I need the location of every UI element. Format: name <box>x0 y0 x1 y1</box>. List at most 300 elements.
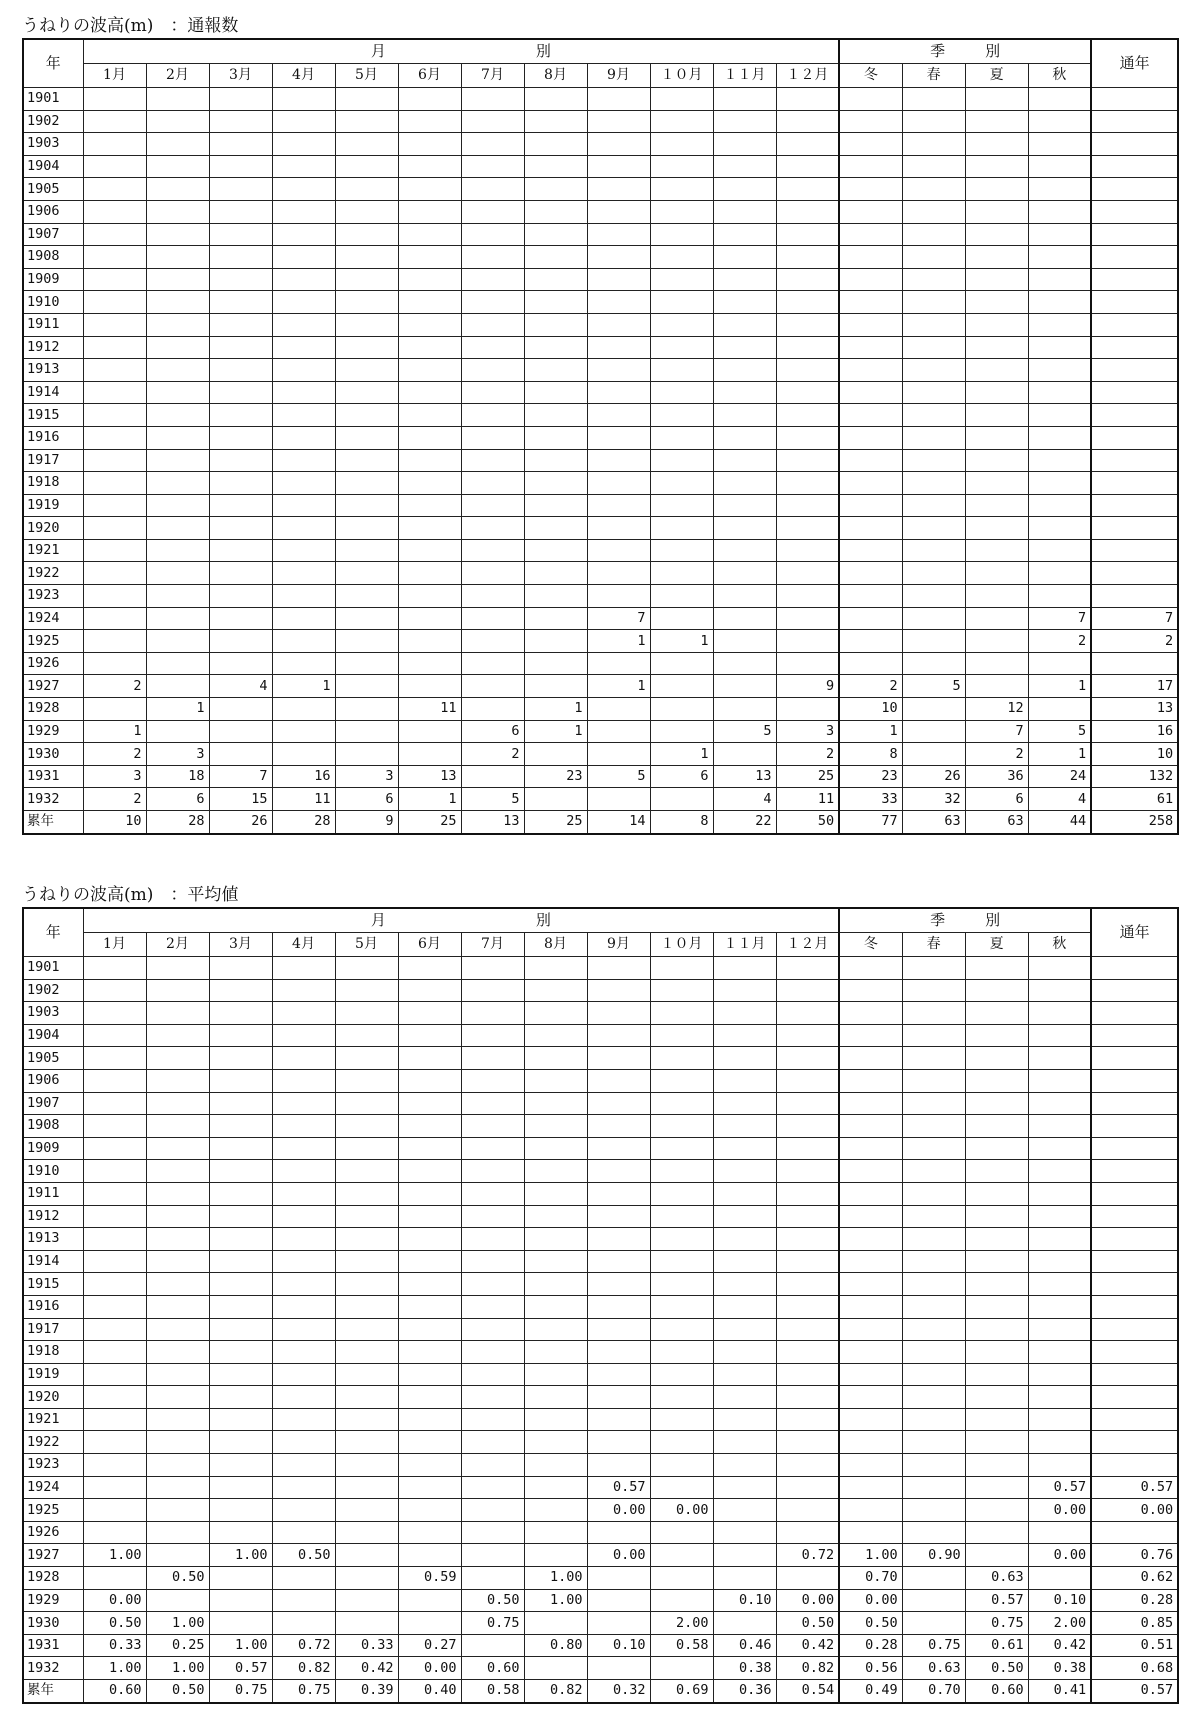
value-cell: 0.82 <box>776 1657 839 1680</box>
month-header: 3月 <box>209 64 272 88</box>
value-cell <box>650 698 713 721</box>
value-cell <box>335 1612 398 1635</box>
value-cell <box>335 1002 398 1025</box>
value-cell <box>146 404 209 427</box>
value-cell <box>587 1115 650 1138</box>
value-cell <box>650 268 713 291</box>
value-cell <box>650 1454 713 1477</box>
value-cell: 0.00 <box>1028 1499 1091 1522</box>
value-cell <box>146 1341 209 1364</box>
value-cell <box>209 517 272 540</box>
value-cell: 2 <box>83 675 146 698</box>
value-cell <box>1091 1521 1178 1544</box>
table-row <box>23 562 1178 585</box>
value-cell <box>902 979 965 1002</box>
value-cell <box>524 1273 587 1296</box>
value-cell <box>713 1499 776 1522</box>
year-cell: 1909 <box>23 268 83 291</box>
value-cell <box>902 359 965 382</box>
year-cell: 1927 <box>23 1544 83 1567</box>
value-cell: 1.00 <box>83 1657 146 1680</box>
value-cell <box>83 1476 146 1499</box>
value-cell <box>587 1250 650 1273</box>
value-cell <box>272 313 335 336</box>
value-cell <box>650 1318 713 1341</box>
value-cell: 1 <box>1028 675 1091 698</box>
value-cell <box>272 1295 335 1318</box>
month-header: １２月 <box>776 64 839 88</box>
value-cell <box>146 517 209 540</box>
value-cell <box>587 404 650 427</box>
value-cell <box>776 1431 839 1454</box>
value-cell <box>83 494 146 517</box>
value-cell <box>461 1160 524 1183</box>
value-cell <box>839 1408 902 1431</box>
value-cell <box>902 1454 965 1477</box>
year-cell: 1915 <box>23 1273 83 1296</box>
value-cell <box>461 517 524 540</box>
value-cell <box>965 1205 1028 1228</box>
value-cell: 0.32 <box>587 1680 650 1703</box>
value-cell <box>839 539 902 562</box>
value-cell <box>461 1386 524 1409</box>
value-cell <box>146 539 209 562</box>
value-cell <box>776 1115 839 1138</box>
value-cell <box>83 110 146 133</box>
value-cell <box>902 1567 965 1590</box>
value-cell: 10 <box>83 811 146 834</box>
value-cell <box>272 1228 335 1251</box>
value-cell <box>965 88 1028 111</box>
value-cell <box>965 426 1028 449</box>
value-cell <box>335 1069 398 1092</box>
value-cell <box>83 1182 146 1205</box>
value-cell <box>776 1092 839 1115</box>
value-cell <box>1091 494 1178 517</box>
value-cell <box>335 1544 398 1567</box>
value-cell <box>1028 494 1091 517</box>
value-cell <box>587 1205 650 1228</box>
value-cell <box>1028 1137 1091 1160</box>
table-row <box>23 223 1178 246</box>
value-cell: 0.00 <box>1091 1499 1178 1522</box>
year-cell: 1916 <box>23 426 83 449</box>
value-cell <box>902 404 965 427</box>
value-cell <box>650 1408 713 1431</box>
value-cell <box>83 472 146 495</box>
value-cell <box>209 1589 272 1612</box>
value-cell <box>146 178 209 201</box>
value-cell <box>1028 585 1091 608</box>
value-cell <box>524 110 587 133</box>
value-cell <box>335 200 398 223</box>
value-cell <box>776 404 839 427</box>
value-cell <box>398 1431 461 1454</box>
value-cell <box>524 155 587 178</box>
table-row <box>23 1002 1178 1025</box>
value-cell <box>713 1341 776 1364</box>
value-cell: 0.75 <box>902 1634 965 1657</box>
value-cell <box>650 607 713 630</box>
value-cell <box>335 517 398 540</box>
value-cell <box>839 1047 902 1070</box>
value-cell <box>1091 200 1178 223</box>
value-cell <box>839 359 902 382</box>
value-cell <box>776 1182 839 1205</box>
value-cell <box>209 155 272 178</box>
value-cell <box>587 539 650 562</box>
value-cell <box>146 1363 209 1386</box>
value-cell <box>1091 426 1178 449</box>
value-cell <box>209 1499 272 1522</box>
season-header: 夏 <box>965 64 1028 88</box>
value-cell <box>83 381 146 404</box>
year-cell: 1927 <box>23 675 83 698</box>
value-cell <box>902 1205 965 1228</box>
value-cell <box>335 381 398 404</box>
table-row <box>23 1024 1178 1047</box>
value-cell <box>83 1431 146 1454</box>
value-cell <box>461 359 524 382</box>
value-cell <box>902 155 965 178</box>
value-cell <box>713 562 776 585</box>
value-cell <box>398 562 461 585</box>
value-cell: 0.60 <box>965 1680 1028 1703</box>
month-header: 9月 <box>587 933 650 957</box>
value-cell: 6 <box>965 788 1028 811</box>
value-cell <box>776 1273 839 1296</box>
value-cell <box>398 1069 461 1092</box>
value-cell <box>587 1612 650 1635</box>
value-cell <box>461 178 524 201</box>
value-cell <box>1091 381 1178 404</box>
value-cell <box>461 494 524 517</box>
value-cell <box>335 1273 398 1296</box>
month-header: 4月 <box>272 933 335 957</box>
value-cell <box>650 1092 713 1115</box>
value-cell <box>146 223 209 246</box>
value-cell <box>209 1069 272 1092</box>
year-cell: 1913 <box>23 359 83 382</box>
value-cell <box>272 1454 335 1477</box>
year-cell: 1921 <box>23 1408 83 1431</box>
value-cell: 4 <box>209 675 272 698</box>
value-cell <box>398 268 461 291</box>
value-cell <box>713 1002 776 1025</box>
value-cell <box>398 1476 461 1499</box>
value-cell <box>272 1205 335 1228</box>
value-cell <box>650 1024 713 1047</box>
value-cell <box>776 1295 839 1318</box>
year-cell: 1901 <box>23 88 83 111</box>
table-row <box>23 1137 1178 1160</box>
value-cell <box>461 957 524 980</box>
table-row <box>23 1228 1178 1251</box>
value-cell <box>83 1273 146 1296</box>
value-cell <box>398 1250 461 1273</box>
value-cell: 2 <box>839 675 902 698</box>
value-cell <box>776 223 839 246</box>
value-cell <box>83 1341 146 1364</box>
value-cell <box>83 155 146 178</box>
value-cell <box>1091 585 1178 608</box>
value-cell: 0.50 <box>776 1612 839 1635</box>
value-cell: 0.80 <box>524 1634 587 1657</box>
value-cell <box>902 246 965 269</box>
value-cell <box>461 1069 524 1092</box>
value-cell <box>902 1386 965 1409</box>
value-cell <box>776 1341 839 1364</box>
value-cell <box>209 1273 272 1296</box>
value-cell <box>587 1431 650 1454</box>
value-cell <box>524 979 587 1002</box>
value-cell <box>83 1499 146 1522</box>
average-value-table <box>22 907 1179 1704</box>
value-cell <box>209 1205 272 1228</box>
value-cell <box>272 1250 335 1273</box>
value-cell <box>461 607 524 630</box>
value-cell <box>461 675 524 698</box>
value-cell <box>587 1318 650 1341</box>
value-cell <box>1028 1115 1091 1138</box>
value-cell <box>461 1363 524 1386</box>
value-cell <box>776 1521 839 1544</box>
value-cell <box>902 1521 965 1544</box>
value-cell <box>776 1454 839 1477</box>
value-cell <box>965 1069 1028 1092</box>
value-cell <box>209 1454 272 1477</box>
value-cell <box>839 1228 902 1251</box>
value-cell <box>461 539 524 562</box>
seasonal-group-header: 季 別 <box>839 39 1091 64</box>
value-cell <box>335 1363 398 1386</box>
value-cell <box>209 1341 272 1364</box>
value-cell <box>398 1341 461 1364</box>
value-cell <box>398 155 461 178</box>
value-cell <box>713 1612 776 1635</box>
value-cell: 0.00 <box>839 1589 902 1612</box>
value-cell <box>209 133 272 156</box>
value-cell: 7 <box>209 765 272 788</box>
value-cell <box>209 426 272 449</box>
value-cell <box>335 1341 398 1364</box>
value-cell: 33 <box>839 788 902 811</box>
value-cell <box>902 1499 965 1522</box>
value-cell: 0.42 <box>335 1657 398 1680</box>
value-cell <box>335 155 398 178</box>
value-cell <box>461 88 524 111</box>
value-cell: 17 <box>1091 675 1178 698</box>
value-cell: 1 <box>272 675 335 698</box>
value-cell <box>209 585 272 608</box>
value-cell <box>272 1589 335 1612</box>
value-cell <box>650 381 713 404</box>
value-cell <box>965 1521 1028 1544</box>
value-cell <box>83 133 146 156</box>
month-header: 5月 <box>335 933 398 957</box>
value-cell <box>650 1589 713 1612</box>
value-cell <box>776 517 839 540</box>
value-cell <box>335 1431 398 1454</box>
value-cell <box>83 1002 146 1025</box>
value-cell <box>146 720 209 743</box>
value-cell <box>335 88 398 111</box>
value-cell <box>839 426 902 449</box>
table-row <box>23 1454 1178 1477</box>
value-cell <box>209 1363 272 1386</box>
year-cell: 1921 <box>23 539 83 562</box>
value-cell <box>1091 1363 1178 1386</box>
value-cell <box>713 1115 776 1138</box>
value-cell: 5 <box>713 720 776 743</box>
value-cell: 25 <box>398 811 461 834</box>
value-cell: 0.60 <box>83 1680 146 1703</box>
value-cell: 7 <box>1028 607 1091 630</box>
value-cell <box>1028 1047 1091 1070</box>
value-cell <box>461 449 524 472</box>
value-cell <box>146 268 209 291</box>
value-cell <box>398 133 461 156</box>
value-cell <box>335 449 398 472</box>
value-cell <box>650 1137 713 1160</box>
value-cell <box>965 1295 1028 1318</box>
value-cell: 6 <box>650 765 713 788</box>
table-row <box>23 494 1178 517</box>
value-cell <box>335 1589 398 1612</box>
value-cell <box>587 698 650 721</box>
value-cell <box>146 110 209 133</box>
value-cell <box>272 1431 335 1454</box>
value-cell <box>1028 291 1091 314</box>
value-cell <box>902 1341 965 1364</box>
value-cell: 1 <box>650 630 713 653</box>
value-cell <box>209 88 272 111</box>
value-cell <box>650 1567 713 1590</box>
value-cell: 5 <box>902 675 965 698</box>
value-cell <box>209 1521 272 1544</box>
value-cell <box>650 517 713 540</box>
value-cell <box>209 223 272 246</box>
value-cell <box>146 246 209 269</box>
value-cell <box>587 1295 650 1318</box>
value-cell <box>209 539 272 562</box>
value-cell: 0.00 <box>587 1544 650 1567</box>
value-cell: 0.85 <box>1091 1612 1178 1635</box>
value-cell <box>587 1182 650 1205</box>
value-cell <box>272 1499 335 1522</box>
value-cell <box>839 517 902 540</box>
value-cell: 23 <box>839 765 902 788</box>
value-cell <box>1091 1228 1178 1251</box>
value-cell <box>902 494 965 517</box>
value-cell <box>902 1589 965 1612</box>
value-cell <box>524 1521 587 1544</box>
value-cell <box>461 110 524 133</box>
value-cell <box>335 1092 398 1115</box>
value-cell <box>1091 1431 1178 1454</box>
value-cell <box>713 313 776 336</box>
value-cell <box>776 110 839 133</box>
value-cell <box>398 291 461 314</box>
monthly-group-header: 月 別 <box>83 908 839 933</box>
value-cell: 258 <box>1091 811 1178 834</box>
value-cell: 0.82 <box>524 1680 587 1703</box>
value-cell <box>1091 404 1178 427</box>
value-cell <box>272 1160 335 1183</box>
month-header: 7月 <box>461 64 524 88</box>
table-row <box>23 291 1178 314</box>
value-cell <box>776 336 839 359</box>
value-cell <box>1028 1002 1091 1025</box>
value-cell <box>209 1182 272 1205</box>
value-cell <box>1028 1567 1091 1590</box>
value-cell <box>524 1137 587 1160</box>
value-cell <box>839 404 902 427</box>
value-cell <box>209 404 272 427</box>
value-cell <box>461 1115 524 1138</box>
year-cell: 1903 <box>23 133 83 156</box>
value-cell <box>146 494 209 517</box>
value-cell <box>1028 449 1091 472</box>
value-cell <box>1028 1024 1091 1047</box>
value-cell <box>398 1160 461 1183</box>
value-cell <box>1028 88 1091 111</box>
value-cell <box>146 1069 209 1092</box>
value-cell <box>335 1115 398 1138</box>
value-cell <box>398 426 461 449</box>
table-row <box>23 1408 1178 1431</box>
year-cell: 1907 <box>23 1092 83 1115</box>
value-cell <box>398 472 461 495</box>
value-cell <box>461 404 524 427</box>
value-cell <box>1028 359 1091 382</box>
value-cell <box>272 1092 335 1115</box>
value-cell <box>335 1137 398 1160</box>
value-cell <box>83 359 146 382</box>
value-cell <box>461 133 524 156</box>
value-cell <box>524 1092 587 1115</box>
value-cell: 0.57 <box>1091 1476 1178 1499</box>
value-cell <box>272 1115 335 1138</box>
value-cell <box>146 562 209 585</box>
value-cell <box>776 155 839 178</box>
value-cell <box>713 200 776 223</box>
value-cell <box>776 1137 839 1160</box>
value-cell <box>1028 1386 1091 1409</box>
value-cell <box>335 743 398 766</box>
value-cell <box>776 1160 839 1183</box>
value-cell <box>272 1318 335 1341</box>
value-cell <box>587 426 650 449</box>
year-cell: 1908 <box>23 246 83 269</box>
value-cell <box>524 1160 587 1183</box>
value-cell: 6 <box>335 788 398 811</box>
value-cell: 24 <box>1028 765 1091 788</box>
value-cell <box>524 1408 587 1431</box>
table-row <box>23 133 1178 156</box>
value-cell <box>83 1521 146 1544</box>
value-cell <box>524 1657 587 1680</box>
value-cell <box>965 1408 1028 1431</box>
value-cell <box>839 1273 902 1296</box>
report-count-title: うねりの波高(m) ：通報数 <box>22 16 239 36</box>
value-cell <box>83 1363 146 1386</box>
value-cell <box>902 698 965 721</box>
value-cell: 0.50 <box>146 1567 209 1590</box>
value-cell <box>902 1318 965 1341</box>
value-cell <box>524 675 587 698</box>
value-cell: 4 <box>713 788 776 811</box>
